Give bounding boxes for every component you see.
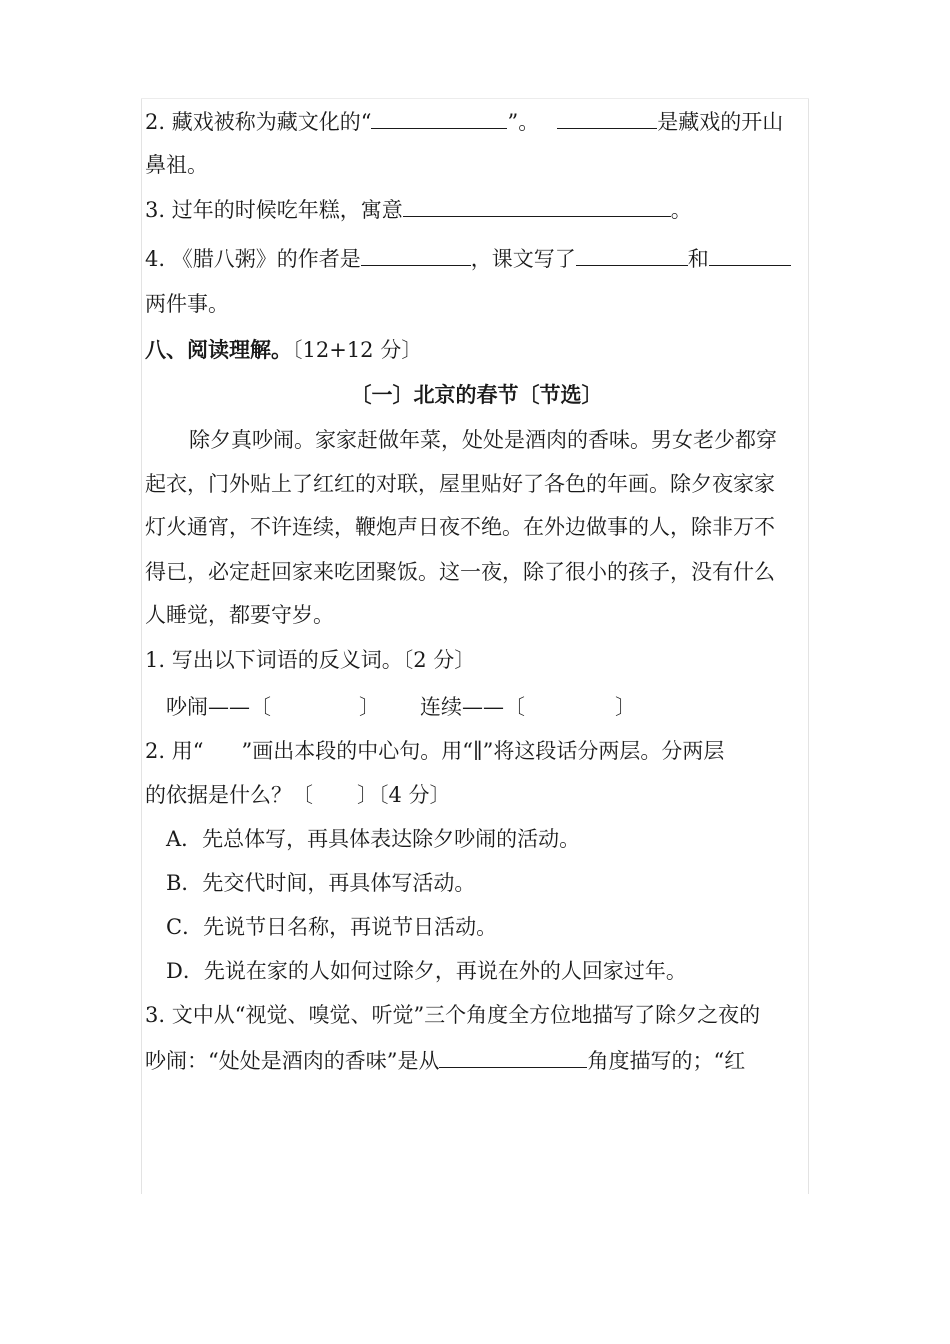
page-border-right	[808, 98, 809, 1194]
section-8-score: 〔12+12 分〕	[292, 338, 423, 362]
reading-question-2-line-2	[145, 780, 451, 810]
reading-question-3-text-b: 吵闹：“处处是酒肉的香味”是从	[145, 1049, 440, 1073]
question-2-text-b: ”。	[507, 110, 540, 134]
reading-question-2-text-a: 2. 用“	[145, 739, 204, 763]
reading-question-1-words	[166, 692, 636, 722]
answer-blank[interactable]	[557, 106, 657, 129]
question-3-line	[145, 194, 692, 225]
passage-title: 〔一〕北京的春节〔节选〕	[350, 383, 603, 407]
passage-line-1: 除夕真吵闹。家家赶做年菜，处处是酒肉的香味。男女老少都穿	[189, 428, 777, 452]
reading-question-1-title: 1. 写出以下词语的反义词。〔2 分〕	[145, 648, 476, 672]
option-d[interactable]: D．先说在家的人如何过除夕，再说在外的人回家过年。	[166, 959, 687, 983]
reading-question-2-text-c: 的依据是什么？〔	[145, 783, 313, 807]
passage-line-4: 得已，必定赶回家来吃团聚饭。这一夜，除了很小的孩子，没有什么	[145, 560, 775, 584]
option-b[interactable]: B．先交代时间，再具体写活动。	[166, 871, 476, 895]
page-border-left	[141, 98, 142, 1194]
passage-line-3: 灯火通宵，不许连续，鞭炮声日夜不绝。在外边做事的人，除非万不	[145, 515, 775, 539]
option-a[interactable]: A．先总体写，再具体表达除夕吵闹的活动。	[166, 827, 581, 851]
reading-question-2-text-b: ”画出本段的中心句。用“∥”将这段话分两层。分两层	[241, 739, 725, 763]
answer-blank[interactable]	[576, 243, 688, 266]
question-2-text-c: 是藏戏的开山	[657, 110, 784, 134]
question-2-line-2	[145, 150, 208, 180]
reading-question-2-line-1	[145, 736, 724, 766]
antonym-word-2: 连续——〔	[420, 695, 525, 719]
antonym-word-1: 吵闹——〔	[166, 695, 271, 719]
passage-line-2: 起衣，门外贴上了红红的对联，屋里贴好了各色的年画。除夕夜家家	[145, 472, 775, 496]
answer-blank[interactable]	[361, 243, 471, 266]
page-border-top	[141, 98, 809, 99]
answer-blank[interactable]	[709, 243, 791, 266]
reading-question-3-text-c: 角度描写的；“红	[587, 1049, 746, 1073]
question-4-text-b: ，课文写了	[470, 247, 576, 271]
question-2-line-1	[145, 106, 783, 137]
answer-blank[interactable]	[371, 106, 507, 129]
question-3-text-a: 3. 过年的时候吃年糕，寓意	[145, 198, 403, 222]
section-8-title: 八、阅读理解。	[145, 338, 292, 362]
answer-blank[interactable]	[403, 194, 671, 217]
question-4-line-2	[145, 289, 229, 319]
passage-line-5: 人睡觉，都要守岁。	[145, 603, 334, 627]
question-4-text-a: 4. 《腊八粥》的作者是	[145, 247, 361, 271]
answer-blank[interactable]	[439, 1045, 587, 1068]
question-2-text-d: 鼻祖。	[145, 153, 208, 177]
question-3-text-b: 。	[670, 198, 692, 222]
question-4-line-1	[145, 243, 791, 274]
bracket-close: 〕	[359, 695, 380, 719]
reading-question-3-line-2	[145, 1045, 745, 1076]
question-4-text-c: 和	[687, 247, 709, 271]
option-c[interactable]: C．先说节日名称，再说节日活动。	[166, 915, 498, 939]
bracket-close: 〕	[615, 695, 636, 719]
reading-question-3-line-1: 3. 文中从“视觉、嗅觉、听觉”三个角度全方位地描写了除夕之夜的	[145, 1003, 761, 1027]
reading-question-2-text-d: 〕〔4 分〕	[357, 783, 451, 807]
section-8-heading	[145, 335, 422, 365]
question-4-text-d: 两件事。	[145, 292, 229, 316]
question-2-text-a: 2. 藏戏被称为藏文化的“	[145, 110, 372, 134]
